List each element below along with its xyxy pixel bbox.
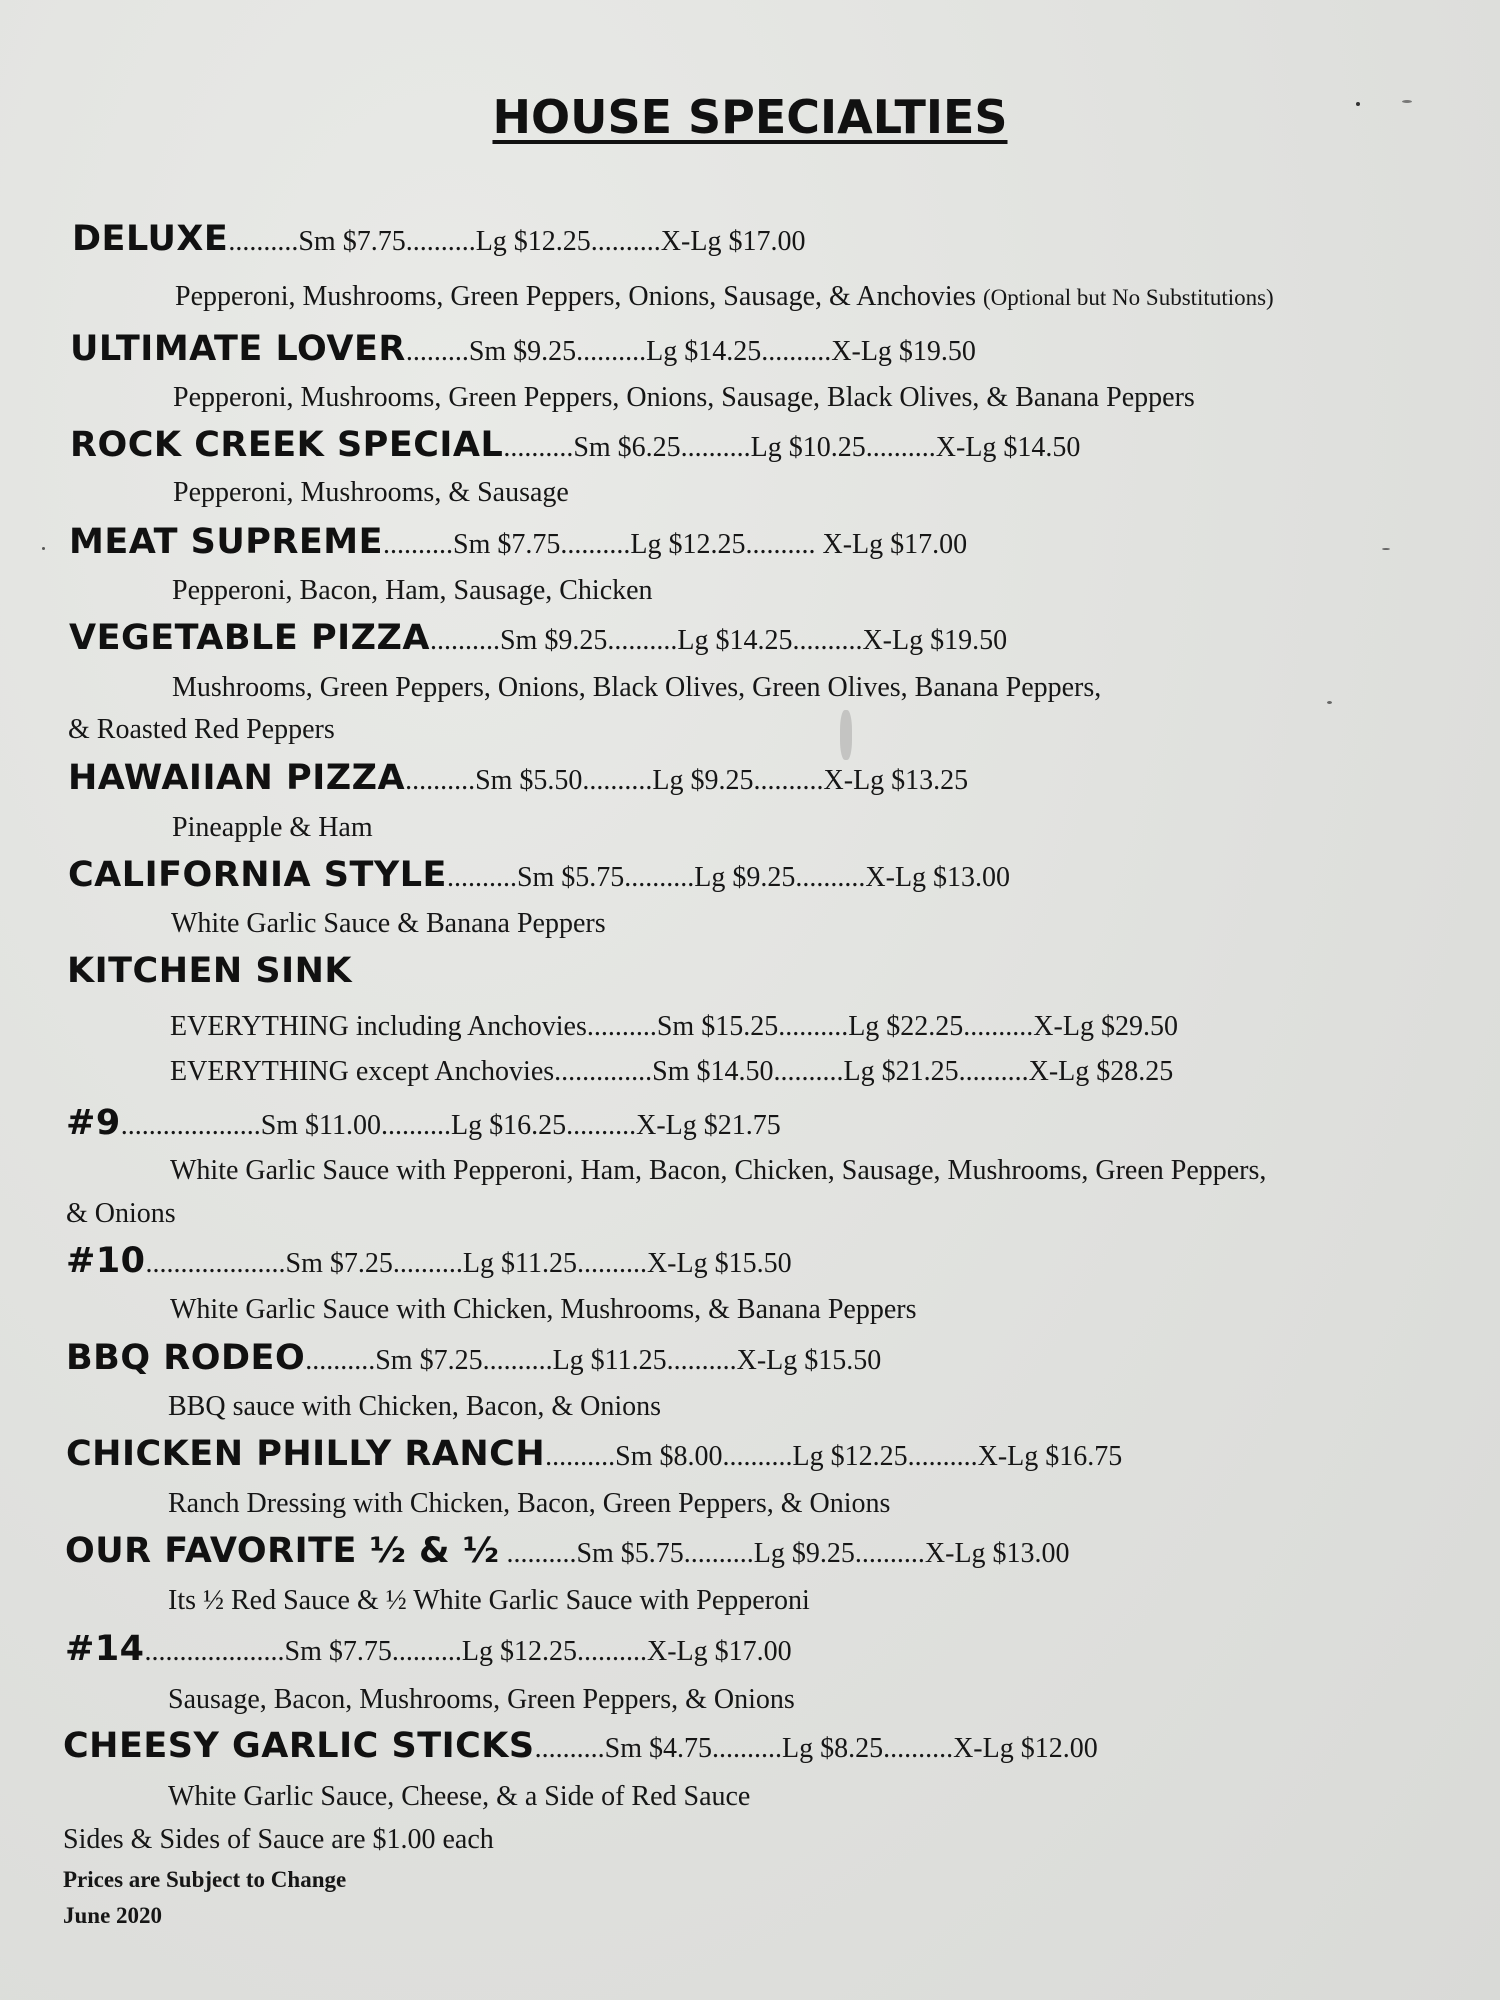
page-title: HOUSE SPECIALTIES: [492, 90, 1008, 144]
menu-item-14: [65, 1629, 792, 1669]
speck: [1402, 100, 1412, 103]
item-prices: ..........Sm $5.75..........Lg $9.25..........X-Lg $13.00: [499, 1538, 1070, 1569]
menu-item-california-style: [68, 855, 1011, 895]
item-prices: ..........Sm $7.75..........Lg $12.25..........X-Lg $17.00: [228, 226, 806, 257]
item-name: DELUXE: [72, 219, 229, 259]
price-disclaimer: Prices are Subject to Change: [63, 1867, 347, 1892]
item-prices: ..........Sm $5.75..........Lg $9.25..........X-Lg $13.00: [446, 862, 1011, 893]
menu-date: June 2020: [63, 1903, 163, 1928]
menu-item-bbq-rodeo: [66, 1338, 882, 1378]
item-prices: ..........Sm $8.00..........Lg $12.25..........X-Lg $16.75: [545, 1441, 1123, 1472]
item-prices: ..........Sm $7.75..........Lg $12.25.......... X-Lg $17.00: [383, 529, 968, 560]
item-name: MEAT SUPREME: [69, 522, 384, 562]
menu-item-deluxe: [72, 219, 806, 259]
item-description: Pepperoni, Mushrooms, Green Peppers, Onions, Sausage, Black Olives, & Banana Peppers: [173, 382, 1195, 413]
speck: [1382, 548, 1390, 550]
item-description: BBQ sauce with Chicken, Bacon, & Onions: [168, 1391, 662, 1422]
item-name: VEGETABLE PIZZA: [69, 618, 430, 658]
item-name: CALIFORNIA STYLE: [68, 855, 447, 895]
item-description: Its ½ Red Sauce & ½ White Garlic Sauce with Pepperoni: [168, 1585, 810, 1616]
menu-item-hawaiian-pizza: [68, 758, 969, 798]
item-description: Pepperoni, Mushrooms, Green Peppers, Onions, Sausage, & Anchovies (Optional but No Substitutions): [175, 281, 1274, 312]
item-prices: ..........Sm $4.75..........Lg $8.25..........X-Lg $12.00: [534, 1733, 1098, 1764]
item-name: ROCK CREEK SPECIAL: [70, 425, 504, 465]
item-description: White Garlic Sauce & Banana Peppers: [171, 908, 606, 939]
kitchen-sink-without-anchovies: EVERYTHING except Anchovies..............Sm $14.50..........Lg $21.25..........X-Lg $28.25: [170, 1056, 1174, 1087]
sides-note: Sides & Sides of Sauce are $1.00 each: [63, 1824, 494, 1855]
item-name: #9: [66, 1103, 121, 1143]
item-name: HAWAIIAN PIZZA: [68, 758, 406, 798]
menu-item-cheesy-garlic-sticks: [63, 1726, 1098, 1766]
item-prices: ....................Sm $7.75..........Lg $12.25..........X-Lg $17.00: [144, 1636, 792, 1667]
speck: [1356, 102, 1360, 106]
item-name: OUR FAVORITE ½ & ½: [65, 1531, 500, 1571]
item-name: #10: [66, 1241, 146, 1281]
menu-item-kitchen-sink: [67, 951, 353, 991]
item-name: CHEESY GARLIC STICKS: [63, 1726, 535, 1766]
item-prices: ..........Sm $5.50..........Lg $9.25..........X-Lg $13.25: [405, 765, 969, 796]
item-description: Pepperoni, Bacon, Ham, Sausage, Chicken: [172, 575, 653, 606]
menu-item-rock-creek-special: [70, 425, 1081, 465]
item-description: Pepperoni, Mushrooms, & Sausage: [173, 477, 569, 508]
item-prices: ....................Sm $11.00..........Lg $16.25..........X-Lg $21.75: [120, 1110, 781, 1141]
item-description: White Garlic Sauce with Pepperoni, Ham, Bacon, Chicken, Sausage, Mushrooms, Green Peppers,: [170, 1155, 1267, 1186]
menu-item-ultimate-lover: [70, 329, 976, 369]
menu-item-10: [66, 1241, 792, 1281]
speck: [42, 547, 45, 550]
item-name: #14: [65, 1629, 145, 1669]
speck: [1327, 701, 1332, 704]
kitchen-sink-with-anchovies: EVERYTHING including Anchovies..........Sm $15.25..........Lg $22.25..........X-Lg $29.50: [170, 1011, 1178, 1042]
item-name: CHICKEN PHILLY RANCH: [66, 1434, 546, 1474]
item-prices: .........Sm $9.25..........Lg $14.25..........X-Lg $19.50: [405, 336, 976, 367]
item-prices: ....................Sm $7.25..........Lg $11.25..........X-Lg $15.50: [145, 1248, 792, 1279]
item-name: BBQ RODEO: [66, 1338, 306, 1378]
item-description: Mushrooms, Green Peppers, Onions, Black Olives, Green Olives, Banana Peppers,: [172, 672, 1102, 703]
item-description: Pineapple & Ham: [172, 812, 373, 843]
menu-item-9: [66, 1103, 781, 1143]
item-prices: ..........Sm $9.25..........Lg $14.25..........X-Lg $19.50: [429, 625, 1008, 656]
item-description: Sausage, Bacon, Mushrooms, Green Peppers, & Onions: [168, 1684, 795, 1715]
item-description: Ranch Dressing with Chicken, Bacon, Green Peppers, & Onions: [168, 1488, 891, 1519]
item-description: White Garlic Sauce, Cheese, & a Side of Red Sauce: [168, 1781, 751, 1812]
item-description: White Garlic Sauce with Chicken, Mushrooms, & Banana Peppers: [170, 1294, 917, 1325]
item-prices: ..........Sm $7.25..........Lg $11.25..........X-Lg $15.50: [305, 1345, 882, 1376]
smudge: [840, 710, 852, 760]
item-note: (Optional but No Substitutions): [983, 285, 1274, 310]
item-name: ULTIMATE LOVER: [70, 329, 406, 369]
menu-item-our-favorite-half-half: [65, 1531, 1070, 1571]
item-description-cont: & Onions: [66, 1198, 176, 1229]
item-name: KITCHEN SINK: [67, 951, 353, 991]
menu-item-chicken-philly-ranch: [66, 1434, 1123, 1474]
item-prices: ..........Sm $6.25..........Lg $10.25..........X-Lg $14.50: [503, 432, 1081, 463]
menu-item-meat-supreme: [69, 522, 968, 562]
menu-item-vegetable-pizza: [69, 618, 1008, 658]
item-description-cont: & Roasted Red Peppers: [68, 714, 335, 745]
